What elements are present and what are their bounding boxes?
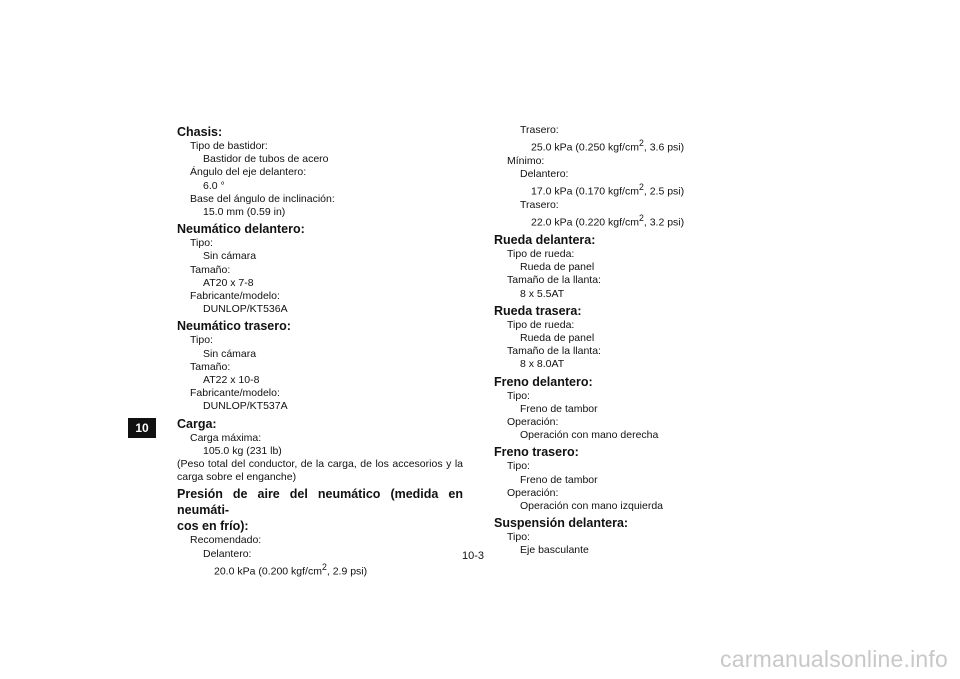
section-tire-pressure (177, 486, 463, 578)
spec-label: Tipo: (190, 334, 213, 347)
section-rear-wheel (494, 303, 794, 372)
spec-value: 6.0 ° (203, 179, 225, 192)
spec-label: Operación: (507, 415, 559, 428)
section-front-wheel (494, 232, 794, 301)
spec-value: 8 x 5.5AT (520, 287, 565, 300)
section-chasis (177, 124, 463, 219)
spec-label: Tamaño de la llanta: (507, 345, 601, 358)
spec-value: Bastidor de tubos de acero (203, 153, 329, 166)
section-tire-pressure-cont (494, 124, 794, 230)
spec-value: 8 x 8.0AT (520, 358, 565, 371)
section-front-tire (177, 221, 463, 316)
spec-label: Tipo de bastidor: (190, 140, 268, 152)
section-front-brake (494, 374, 794, 443)
spec-value: Operación con mano derecha (520, 429, 659, 442)
section-heading: Neumático delantero: (177, 222, 305, 237)
spec-label: Tipo: (507, 460, 530, 473)
right-column (494, 124, 794, 558)
section-heading: Suspensión delantera: (494, 516, 629, 531)
section-heading: Chasis: (177, 125, 223, 139)
spec-label: Base del ángulo de inclinación: (190, 192, 335, 205)
spec-label: Trasero: (520, 199, 559, 212)
spec-value: Sin cámara (203, 347, 257, 360)
left-column (177, 124, 463, 579)
spec-label: Operación: (507, 486, 559, 499)
section-heading: Freno trasero: (494, 445, 579, 460)
spec-value: Sin cámara (203, 250, 257, 263)
page-number: 10-3 (462, 550, 485, 562)
section-rear-brake (494, 444, 794, 513)
spec-value: DUNLOP/KT536A (203, 303, 288, 316)
spec-value: 25.0 kPa (0.250 kgf/$cm^2$, 3.6 psi) (531, 138, 685, 154)
spec-label: Tipo: (190, 237, 213, 250)
spec-label: Tipo: (507, 531, 530, 544)
load-note-line: carga sobre el enganche) (177, 471, 297, 484)
spec-value: 105.0 kg (231 lb) (203, 444, 282, 457)
spec-label: Fabricante/modelo: (190, 387, 280, 400)
spec-value: 20.0 kPa (0.200 kgf/$cm^2$, 2.9 psi) (214, 561, 368, 578)
spec-value: DUNLOP/KT537A (203, 400, 288, 413)
spec-label: Mínimo: (507, 154, 545, 167)
spec-value: 15.0 mm (0.59 in) (203, 206, 286, 219)
section-heading-cont: cos en frío): (177, 519, 249, 534)
spec-label: Delantero: (520, 168, 569, 181)
spec-label: Tamaño: (190, 263, 231, 276)
section-heading: Neumático trasero: (177, 319, 291, 334)
spec-value: AT22 x 10-8 (203, 374, 260, 387)
spec-value: Freno de tambor (520, 402, 598, 415)
spec-value: Rueda de panel (520, 261, 595, 274)
spec-label: Fabricante/modelo: (190, 290, 280, 303)
spec-label: Trasero: (520, 124, 559, 136)
section-heading: Carga: (177, 416, 217, 431)
spec-value: AT20 x 7-8 (203, 276, 254, 289)
spec-value: 17.0 kPa (0.170 kgf/$cm^2$, 2.5 psi) (531, 182, 685, 198)
section-front-suspension (494, 515, 794, 557)
section-heading: Freno delantero: (494, 374, 593, 389)
spec-label: Carga máxima: (190, 431, 262, 444)
section-rear-tire (177, 318, 463, 413)
spec-label: Tipo de rueda: (507, 247, 575, 260)
spec-label: Tipo: (507, 389, 530, 402)
section-load (177, 416, 463, 485)
spec-value: Operación con mano izquierda (520, 499, 664, 512)
spec-label: Recomendado: (190, 534, 262, 547)
spec-label: Tamaño: (190, 360, 231, 373)
chapter-tab: 10 (128, 418, 156, 438)
spec-value: Freno de tambor (520, 473, 598, 486)
spec-label: Tipo de rueda: (507, 318, 575, 331)
spec-label: Tamaño de la llanta: (507, 274, 601, 287)
section-heading: Rueda trasera: (494, 303, 582, 318)
section-heading: Rueda delantera: (494, 232, 596, 247)
spec-label: Ángulo del eje delantero: (190, 166, 307, 179)
spec-value: 22.0 kPa (0.220 kgf/$cm^2$, 3.2 psi) (531, 213, 685, 229)
section-heading: Presión de aire del neumático (medida en neumáti- (177, 487, 463, 518)
spec-value: Eje basculante (520, 544, 589, 557)
spec-value: Rueda de panel (520, 331, 595, 344)
watermark: carmanualsonline.info (720, 646, 948, 672)
spec-label: Delantero: (203, 547, 252, 560)
load-note-line: (Peso total del conductor, de la carga, de los accesorios y la (177, 458, 463, 471)
